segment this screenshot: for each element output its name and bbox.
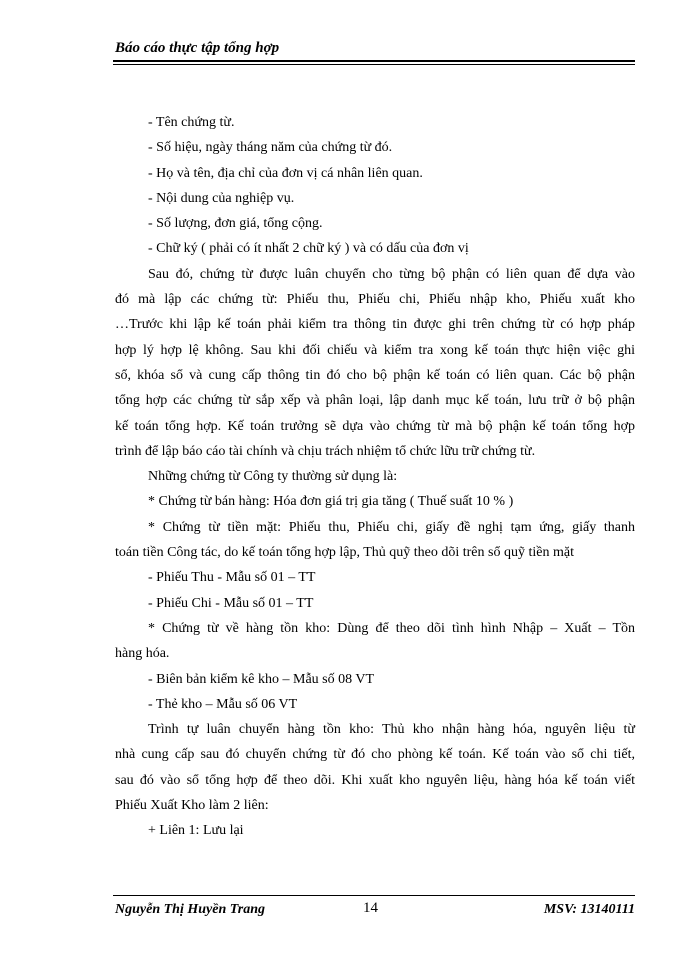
list-item: - Tên chứng từ. <box>148 115 235 130</box>
footer-author: Nguyễn Thị Huyền Trang <box>115 902 265 917</box>
header-title: Báo cáo thực tập tổng hợp <box>115 40 280 56</box>
paragraph-line: trình để lập báo cáo tài chính và chịu trách nhiệm tổ chức lữu trữ chứng từ. <box>115 443 536 459</box>
paragraph-line: Sau đó, chứng từ được luân chuyển cho từng bộ phận có liên quan để dựa vào <box>148 266 635 282</box>
paragraph-line: …Trước khi lập kế toán phải kiểm tra thông tin được ghi trên chứng từ có hợp pháp <box>115 317 635 333</box>
paragraph-line: tổng hợp các chứng từ sắp xếp và phân loại, lập danh mục kế toán, lưu trữ ở bộ phận <box>115 393 635 409</box>
list-item: * Chứng từ về hàng tồn kho: Dùng để theo dõi tình hình Nhập – Xuất – Tồn <box>148 620 635 636</box>
paragraph-line: kế toán tổng hợp. Kế toán trưởng sẽ dựa vào chứng từ mà bộ phận kế toán tổng hợp <box>115 418 635 434</box>
list-item: * Chứng từ bán hàng: Hóa đơn giá trị gia tăng ( Thuế suất 10 % ) <box>148 494 514 510</box>
list-item: toán tiền Công tác, do kế toán tổng hợp lập, Thủ quỹ theo dõi trên sổ quỹ tiền mặt <box>115 545 574 561</box>
paragraph-line: Trình tự luân chuyển hàng tồn kho: Thủ kho nhận hàng hóa, nguyên liệu từ <box>148 722 635 738</box>
list-item: - Số hiệu, ngày tháng năm của chứng từ đó. <box>148 140 393 156</box>
list-item: - Chữ ký ( phải có ít nhất 2 chữ ký ) và có dấu của đơn vị <box>148 241 469 257</box>
list-item: - Phiếu Chi - Mẫu số 01 – TT <box>148 595 314 611</box>
list-item: - Phiếu Thu - Mẫu số 01 – TT <box>148 570 316 586</box>
page-number: 14 <box>363 900 378 916</box>
list-item: * Chứng từ tiền mặt: Phiếu thu, Phiếu chi, giấy đề nghị tạm ứng, giấy thanh <box>148 519 635 535</box>
paragraph-line: đó mà lập các chứng từ: Phiếu thu, Phiếu chi, Phiếu nhập kho, Phiếu xuất kho <box>115 292 635 308</box>
list-item: hàng hóa. <box>115 646 170 662</box>
list-item: + Liên 1: Lưu lại <box>148 823 244 839</box>
list-item: - Biên bản kiểm kê kho – Mẫu số 08 VT <box>148 671 375 687</box>
paragraph-line: hợp lý hợp lệ không. Sau khi đối chiếu và kiểm tra xong kế toán thực hiện việc ghi <box>115 342 635 358</box>
paragraph-line: nhà cung cấp sau đó chuyển chứng từ đó cho phòng kế toán. Kế toán vào sổ chi tiết, <box>115 747 635 763</box>
list-item: - Thẻ kho – Mẫu số 06 VT <box>148 696 298 712</box>
paragraph-line: sổ, khóa sổ và cung cấp thông tin đó cho bộ phận kế toán có liên quan. Các bộ phận <box>115 367 635 383</box>
paragraph-line: Phiếu Xuất Kho làm 2 liên: <box>115 798 269 814</box>
paragraph-line: Những chứng từ Công ty thường sử dụng là: <box>148 469 398 485</box>
list-item: - Nội dung của nghiệp vụ. <box>148 190 295 206</box>
paragraph-line: sau đó vào sổ tổng hợp để theo dõi. Khi xuất kho nguyên liệu, hàng hóa kế toán viết <box>115 772 635 788</box>
footer-rule <box>113 895 635 896</box>
header-rule <box>113 60 635 65</box>
list-item: - Số lượng, đơn giá, tổng cộng. <box>148 216 323 232</box>
student-id: MSV: 13140111 <box>543 902 635 917</box>
list-item: - Họ và tên, địa chỉ của đơn vị cá nhân liên quan. <box>148 165 423 181</box>
document-body <box>115 110 635 844</box>
